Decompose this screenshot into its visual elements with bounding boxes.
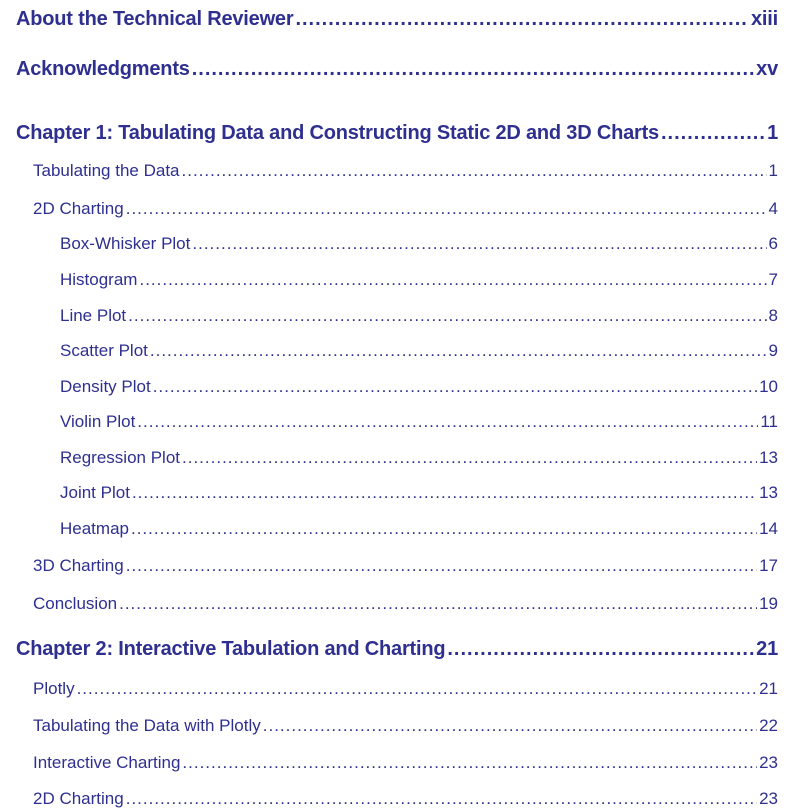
toc-subsection[interactable] — [60, 234, 778, 254]
toc-subsection-title: Scatter Plot — [60, 341, 148, 360]
toc-page-number: 6 — [768, 234, 778, 253]
toc-section-title: Tabulating the Data — [33, 161, 180, 180]
dot-leader — [263, 716, 757, 736]
toc-section-title: 3D Charting — [33, 556, 124, 575]
toc-page-number: 19 — [759, 594, 778, 613]
dot-leader — [447, 638, 754, 661]
toc-page-number: xv — [756, 58, 778, 80]
dot-leader — [150, 341, 767, 361]
toc-subsection[interactable] — [60, 483, 778, 503]
toc-page-number: 23 — [759, 753, 778, 772]
toc-subsection[interactable] — [60, 341, 778, 361]
toc-entry-title: Acknowledgments — [16, 58, 190, 80]
toc-page-number: 1 — [768, 161, 778, 180]
toc-section-title: Plotly — [33, 679, 75, 698]
toc-section[interactable] — [33, 556, 778, 576]
toc-chapter-1[interactable] — [16, 122, 778, 145]
toc-page-number: 13 — [759, 448, 778, 467]
toc-page-number: 22 — [759, 716, 778, 735]
dot-leader — [153, 377, 757, 397]
dot-leader — [126, 199, 767, 219]
dot-leader — [182, 161, 767, 181]
dot-leader — [182, 448, 757, 468]
toc-section[interactable] — [33, 716, 778, 736]
toc-section-title: Conclusion — [33, 594, 118, 613]
toc-page-number: 10 — [759, 377, 778, 396]
toc-subsection-title: Box-Whisker Plot — [60, 234, 191, 253]
toc-subsection[interactable] — [60, 519, 778, 539]
toc-section-title: 2D Charting — [33, 199, 124, 218]
toc-page-number: 11 — [760, 412, 778, 431]
toc-section[interactable] — [33, 161, 778, 181]
toc-section[interactable] — [33, 199, 778, 219]
toc-page-number: 21 — [756, 638, 778, 660]
dot-leader — [661, 122, 765, 145]
toc-subsection[interactable] — [60, 412, 778, 432]
toc-page-number: 13 — [759, 483, 778, 502]
dot-leader — [77, 679, 758, 699]
toc-entry-technical-reviewer[interactable] — [16, 8, 778, 31]
toc-section-title: Interactive Charting — [33, 753, 181, 772]
toc-subsection-title: Heatmap — [60, 519, 129, 538]
toc-subsection[interactable] — [60, 270, 778, 290]
dot-leader — [132, 483, 757, 503]
toc-page-number: 21 — [759, 679, 778, 698]
toc-subsection[interactable] — [60, 306, 778, 326]
dot-leader — [192, 234, 766, 254]
toc-chapter-2[interactable] — [16, 638, 778, 661]
dot-leader — [131, 519, 757, 539]
dot-leader — [192, 58, 754, 81]
toc-page-number: 14 — [759, 519, 778, 538]
toc-page-number: 23 — [759, 789, 778, 808]
toc-page-number: 4 — [768, 199, 778, 218]
toc-page-number: 9 — [768, 341, 778, 360]
dot-leader — [128, 306, 766, 326]
dot-leader — [119, 594, 757, 614]
toc-page-number: 8 — [768, 306, 778, 325]
toc-subsection-title: Violin Plot — [60, 412, 136, 431]
toc-subsection-title: Line Plot — [60, 306, 127, 325]
toc-page-number: 17 — [759, 556, 778, 575]
toc-entry-title: About the Technical Reviewer — [16, 8, 294, 30]
dot-leader — [126, 789, 757, 809]
toc-section-title: Tabulating the Data with Plotly — [33, 716, 261, 735]
toc-page-number: xiii — [751, 8, 778, 30]
toc-section[interactable] — [33, 789, 778, 809]
dot-leader — [126, 556, 757, 576]
dot-leader — [182, 753, 757, 773]
toc-subsection-title: Histogram — [60, 270, 138, 289]
toc-subsection[interactable] — [60, 448, 778, 468]
toc-subsection-title: Density Plot — [60, 377, 151, 396]
toc-page-number: 1 — [767, 122, 778, 144]
toc-section-title: 2D Charting — [33, 789, 124, 808]
toc-subsection-title: Joint Plot — [60, 483, 130, 502]
toc-chapter-title: Chapter 1: Tabulating Data and Constructing Static 2D and 3D Charts — [16, 122, 659, 144]
toc-section[interactable] — [33, 679, 778, 699]
dot-leader — [295, 8, 749, 31]
dot-leader — [139, 270, 766, 290]
dot-leader — [137, 412, 758, 432]
toc-subsection-title: Regression Plot — [60, 448, 181, 467]
toc-page-number: 7 — [768, 270, 778, 289]
toc-chapter-title: Chapter 2: Interactive Tabulation and Charting — [16, 638, 446, 660]
toc-subsection[interactable] — [60, 377, 778, 397]
toc-entry-acknowledgments[interactable] — [16, 58, 778, 81]
toc-section[interactable] — [33, 753, 778, 773]
toc-section[interactable] — [33, 594, 778, 614]
